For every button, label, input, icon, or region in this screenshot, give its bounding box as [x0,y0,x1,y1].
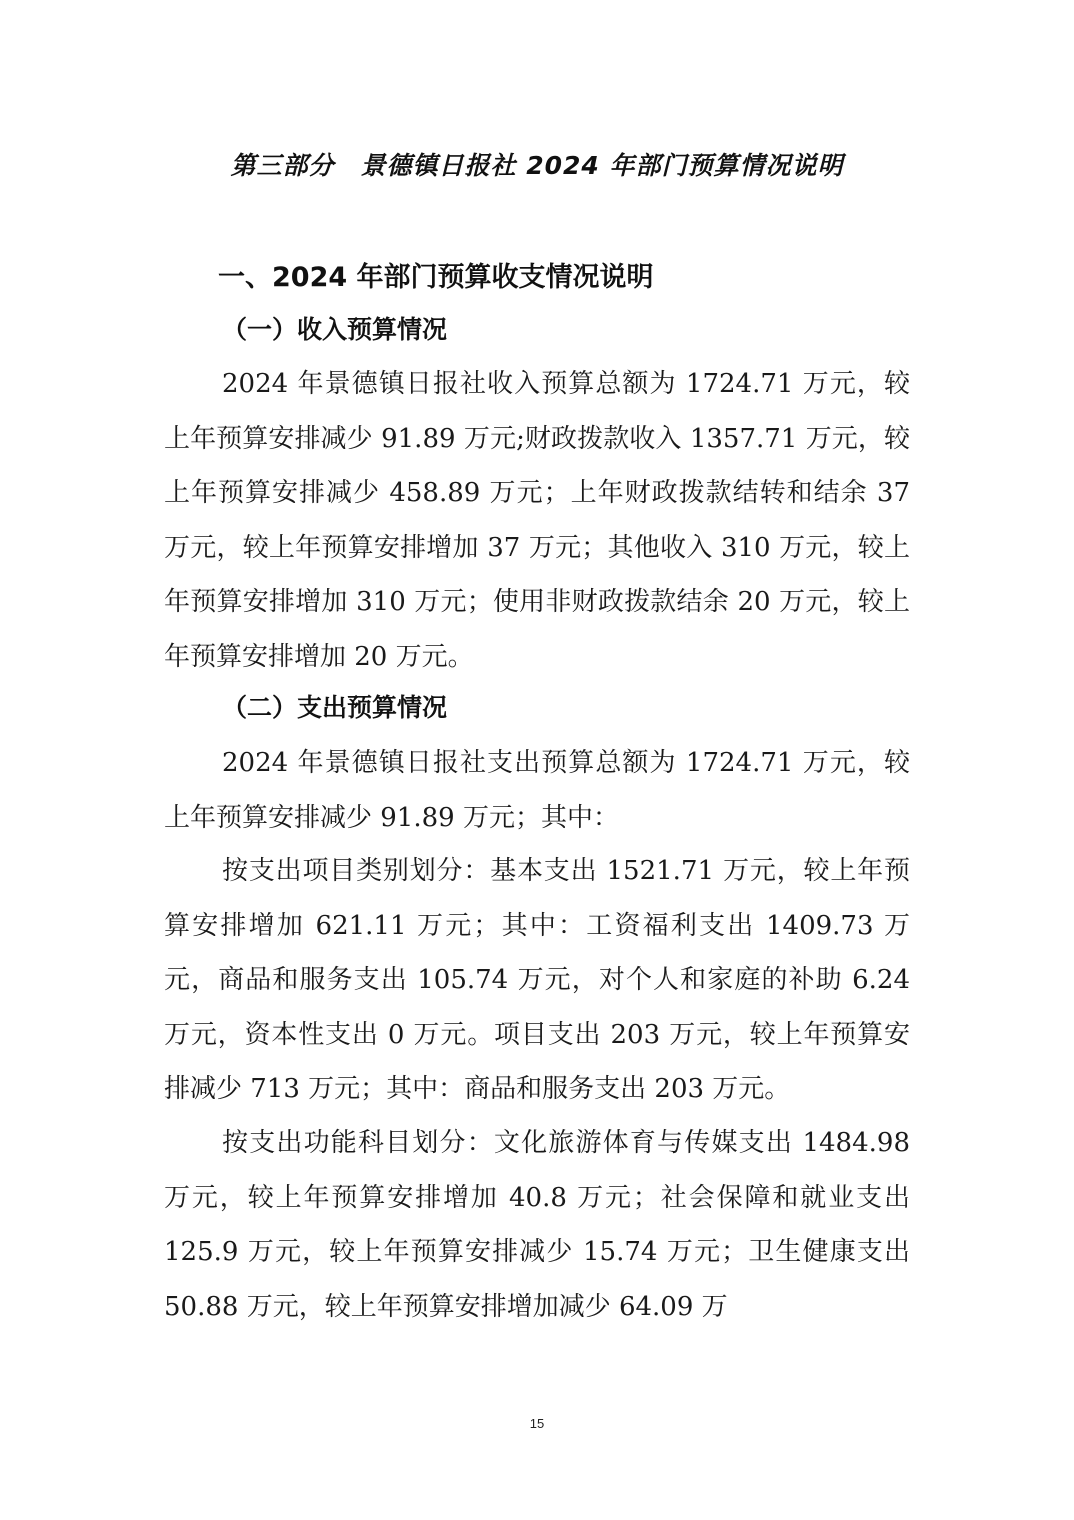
document-title: 第三部分 景德镇日报社 2024 年部门预算情况说明 [230,151,844,180]
page-number: 15 [529,1416,545,1431]
subsection-heading-expenditure: （二）支出预算情况 [222,693,448,722]
income-paragraph: 2024 年景德镇日报社收入预算总额为 1724.71 万元，较上年预算安排减少 91.89 万元;财政拨款收入 1357.71 万元，较上年预算安排减少 458.89 万元；上年财政拨款结转和结余 37 万元，较上年预算安排增加 37 万元；其他收入 310 万元，较上年预算安排增加 310 万元；使用非财政拨款结余 20 万元，较上年预算安排增加 20 万元。 [164,369,910,672]
section-heading: 一、2024 年部门预算收支情况说明 [218,262,654,293]
subsection-heading-income: （一）收入预算情况 [222,315,448,344]
expenditure-total-paragraph: 2024 年景德镇日报社支出预算总额为 1724.71 万元，较上年预算安排减少 91.89 万元；其中： [164,748,910,833]
expenditure-by-function-paragraph: 按支出功能科目划分：文化旅游体育与传媒支出 1484.98 万元，较上年预算安排增加 40.8 万元；社会保障和就业支出 125.9 万元，较上年预算安排减少 15.74 万元；卫生健康支出 50.88 万元，较上年预算安排增加减少 64.09 万 [164,1128,910,1322]
expenditure-by-category-paragraph: 按支出项目类别划分：基本支出 1521.71 万元，较上年预算安排增加 621.11 万元；其中：工资福利支出 1409.73 万元，商品和服务支出 105.74 万元，对个人和家庭的补助 6.24 万元，资本性支出 0 万元。项目支出 203 万元，较上年预算安排减少 713 万元；其中：商品和服务支出 203 万元。 [164,856,910,1104]
